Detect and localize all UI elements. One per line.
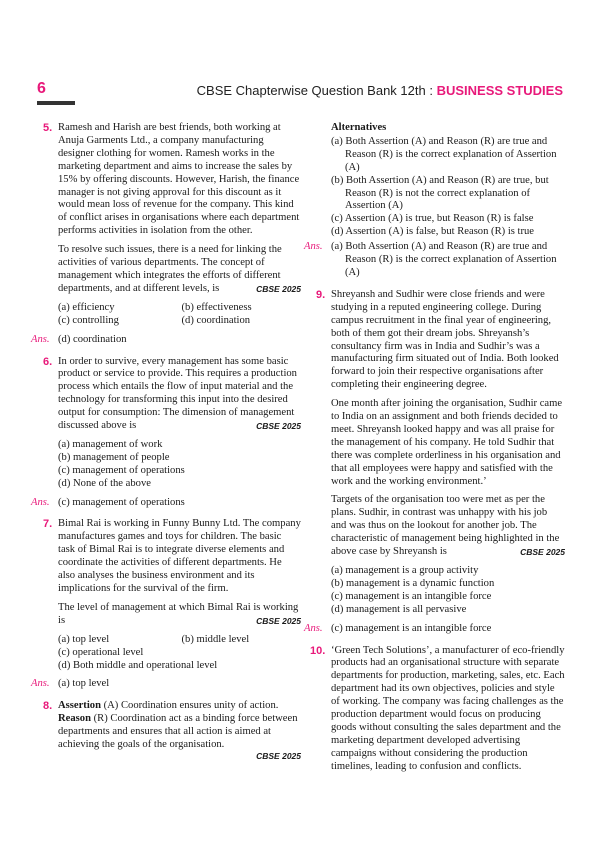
answer-9: [304, 622, 565, 636]
option-b: (b) middle level: [181, 633, 250, 645]
question-stem: Targets of the organisation too were met as per the plans. Sudhir, in contrast was unhappy with his job and was thus on the lookout for another job. The characteristic of management being highlighted in the above case by Shreyansh is CBSE 2025: [331, 494, 565, 558]
option-d: (d) Both middle and operational level: [58, 659, 218, 671]
answer-text: (a) top level: [58, 678, 110, 690]
option-a: (a) management of work: [58, 438, 163, 450]
question-stem: The level of management at which Bimal Rai is working is CBSE 2025: [58, 601, 301, 626]
page-header: [0, 0, 600, 110]
question-text: Ramesh and Harish are best friends, both working at Anuja Garments Ltd., a company manufacturing designer clothing for women. Ramesh works in the marketing department and aims to increase the sales by 15% by offering discounts. However, Harish, the finance manager is not giving approval for this discount as it would mean loss of revenue for the company. This kind of conflict arises in organisations where each department performs activities in isolation from the other.: [58, 122, 300, 237]
question-8: [37, 700, 301, 763]
assertion: Assertion (A) Coordination ensures unity of action.: [58, 700, 279, 712]
option-d: (d) None of the above: [58, 477, 151, 489]
option-c: (c) operational level: [58, 646, 144, 658]
exam-tag: CBSE 2025: [520, 547, 565, 558]
answer-label: Ans.: [304, 241, 323, 253]
option-c: (c) management of operations: [58, 464, 185, 476]
alternative-d: (d) Assertion (A) is false, but Reason (R) is true: [331, 226, 535, 238]
running-head-subject: BUSINESS STUDIES: [436, 83, 563, 98]
option-c: (c) controlling: [58, 314, 119, 326]
answer-label: Ans.: [31, 678, 50, 690]
option-b: (b) management of people: [58, 451, 170, 463]
running-head-title: CBSE Chapterwise Question Bank 12th :: [196, 83, 433, 98]
question-text: Bimal Rai is working in Funny Bunny Ltd. The company manufactures games and toys for children. The basic task of Bimal Rai is to integrate diverse elements and coordinate the activities of different departments. He also analyses the business environment and its implications for the survival of the firm.: [58, 518, 301, 594]
question-number: 8.: [43, 700, 53, 713]
exam-tag: CBSE 2025: [256, 750, 301, 761]
exam-tag: CBSE 2025: [256, 615, 301, 626]
answer-6: [31, 496, 301, 510]
option-d: (d) management is all pervasive: [331, 603, 467, 615]
question-number: 6.: [43, 355, 53, 368]
answer-label: Ans.: [31, 496, 50, 508]
reason: Reason (R) Coordination act as a binding force between departments and ensures that all action is aimed at achieving the goals of the organisation.: [58, 713, 298, 751]
exam-tag: CBSE 2025: [256, 283, 301, 294]
answer-text: (c) management is an intangible force: [331, 622, 492, 634]
options: [58, 634, 301, 673]
page-number: 6: [37, 80, 46, 97]
option-d: (d) coordination: [181, 314, 251, 326]
question-text: Shreyansh and Sudhir were close friends and were studying in a reputed engineering college. During campus recruitment in the final year of engineering, both of them got their dream jobs. Shreyansh’s consultancy firm was in India and Sudhir’s was a manufacturing firm situated out of India. Both looked forward to join their respective organisations after completing their engineering degree.: [331, 288, 559, 391]
question-text: ‘Green Tech Solutions’, a manufacturer of eco-friendly products had an organisational structure with separate departments for production, marketing, sales, etc. Each department had its own objectives, policies and style of working. The company was facing challenges as the production department would focus on producing goods without consulting the sales department and the marketing department developed advertising campaigns without considering the production timelines, leading to confusion and conflicts.: [331, 644, 565, 772]
question-number: 9.: [316, 288, 326, 301]
option-a: (a) efficiency: [58, 301, 115, 313]
question-6: [37, 356, 301, 491]
options: [58, 439, 301, 491]
question-number: 5.: [43, 122, 53, 134]
alternative-b: (b) Both Assertion (A) and Reason (R) are true, but Reason (R) is not the correct explanation of Assertion (A): [331, 174, 549, 212]
alternatives-list: [310, 136, 565, 239]
option-b: (b) effectiveness: [181, 301, 252, 313]
options: [331, 565, 565, 617]
answer-7: [31, 678, 301, 691]
question-9: [310, 289, 565, 617]
question-7: [37, 518, 301, 672]
option-c: (c) management is an intangible force: [331, 590, 492, 602]
options: [58, 302, 301, 328]
answer-label: Ans.: [31, 333, 50, 345]
answer-text: (d) coordination: [58, 333, 127, 345]
exam-tag: CBSE 2025: [256, 421, 301, 432]
option-b: (b) management is a dynamic function: [331, 577, 495, 589]
question-number: 10.: [310, 644, 326, 657]
question-stem: To resolve such issues, there is a need for linking the activities of various departments. The concept of management which integrates the efforts of different departments, and at different levels, is CBSE 2025: [58, 244, 301, 294]
answer-text: (c) management of operations: [58, 496, 185, 508]
option-a: (a) management is a group activity: [331, 565, 479, 576]
right-column: [304, 122, 565, 780]
alternatives-title: Alternatives: [331, 122, 387, 133]
question-5: [37, 122, 301, 328]
alternative-c: (c) Assertion (A) is true, but Reason (R) is false: [331, 213, 534, 225]
option-a: (a) top level: [58, 633, 110, 645]
answer-5: [31, 333, 301, 347]
question-stem: In order to survive, every management has some basic product or service to provide. This requires a production process which entails the flow of input material and the technology for transforming this input into the desired output for consumption: The dimension of management discussed above is CBSE 2025: [58, 355, 301, 432]
answer-8: [304, 241, 565, 280]
question-number: 7.: [43, 518, 53, 531]
answer-label: Ans.: [304, 622, 323, 634]
page-number-underline: [37, 101, 75, 105]
answer-text: (a) Both Assertion (A) and Reason (R) are true and Reason (R) is the correct explanation of Assertion (A): [331, 241, 557, 278]
left-column: [31, 122, 301, 769]
running-head: [197, 83, 563, 98]
alternative-a: (a) Both Assertion (A) and Reason (R) are true and Reason (R) is the correct explanation of Assertion (A): [331, 135, 557, 173]
question-text: One month after joining the organisation, Sudhir came to India on an assignment and both friends decided to meet. Shreyansh looked happy and was all praise for the management of his company. He told Sudhir that there was complete orderliness in his organisation and that all employees were happy and satisfied with the work and the working environment.’: [331, 398, 563, 487]
question-10: [310, 645, 565, 774]
